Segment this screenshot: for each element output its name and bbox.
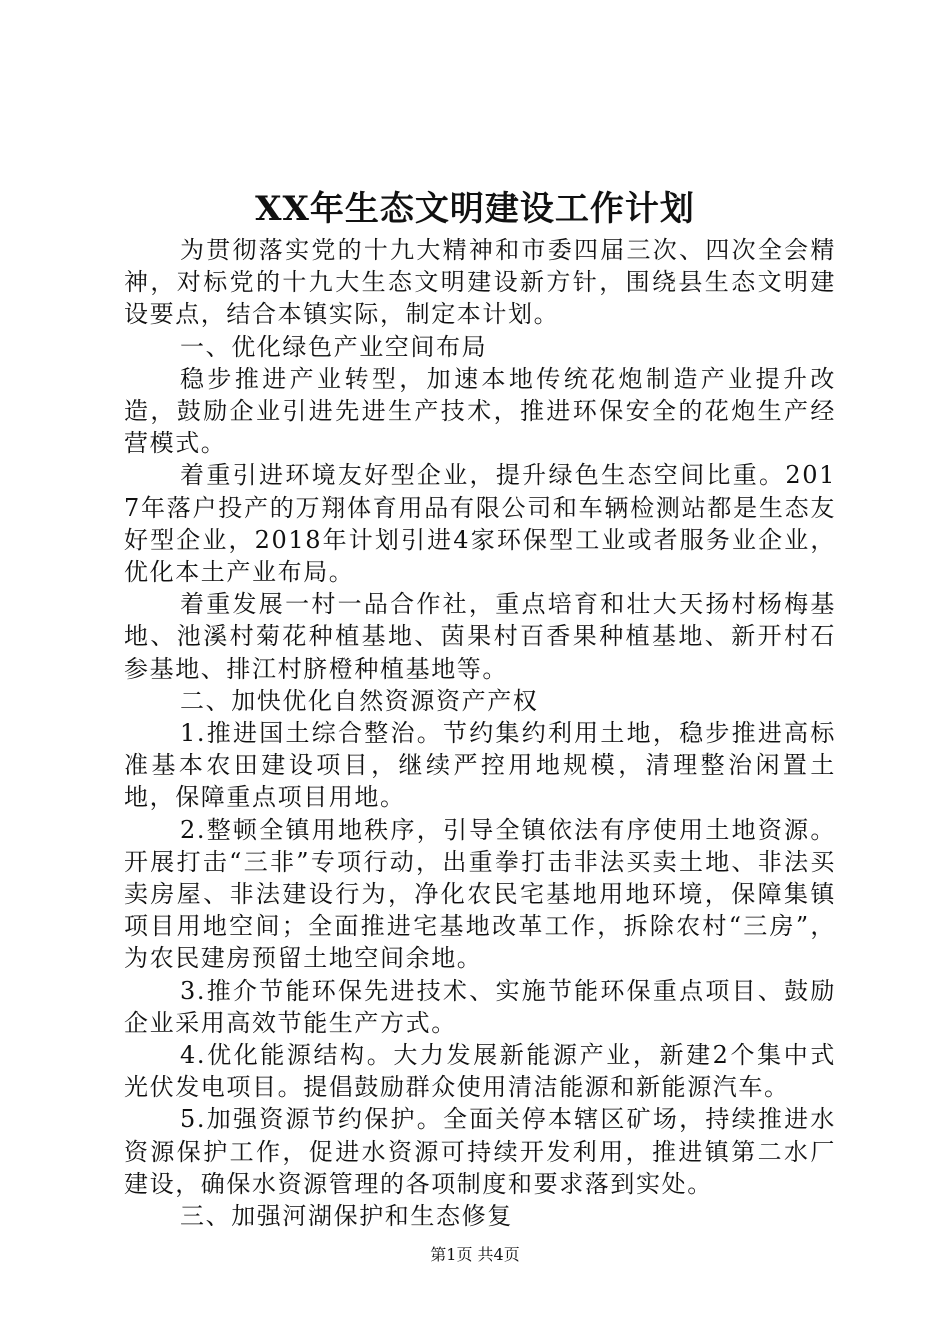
- list-item: 3.推介节能环保先进技术、实施节能环保重点项目、鼓励企业采用高效节能生产方式。: [124, 976, 836, 1037]
- section-heading-2: 二、加快优化自然资源资产产权: [180, 686, 539, 715]
- section-heading-3: 三、加强河湖保护和生态修复: [180, 1202, 513, 1231]
- document-body: [124, 234, 836, 1232]
- paragraph: 着重引进环境友好型企业，提升绿色生态空间比重。2017年落户投产的万翔体育用品有限公司和车辆检测站都是生态友好型企业，2018年计划引进4家环保型工业或者服务业企业，优化本土产业布局。: [124, 461, 836, 587]
- list-item: 2.整顿全镇用地秩序，引导全镇依法有序使用土地资源。开展打击“三非”专项行动，出重拳打击非法买卖土地、非法买卖房屋、非法建设行为，净化农民宅基地用地环境，保障集镇项目用地空间；全面推进宅基地改革工作，拆除农村“三房”，为农民建房预留土地空间余地。: [124, 815, 836, 973]
- paragraph: 着重发展一村一品合作社，重点培育和壮大天扬村杨梅基地、池溪村菊花种植基地、茵果村百香果种植基地、新开村石参基地、排江村脐橙种植基地等。: [124, 590, 836, 683]
- document-title: XX年生态文明建设工作计划: [255, 189, 695, 229]
- page-number-footer: 第1页 共4页: [430, 1245, 520, 1264]
- section-heading-1: 一、优化绿色产业空间布局: [180, 332, 488, 361]
- paragraph: 稳步推进产业转型，加速本地传统花炮制造产业提升改造，鼓励企业引进先进生产技术，推进环保安全的花炮生产经营模式。: [124, 364, 836, 458]
- list-item: 4.优化能源结构。大力发展新能源产业，新建2个集中式光伏发电项目。提倡鼓励群众使用清洁能源和新能源汽车。: [124, 1041, 836, 1102]
- list-item: 5.加强资源节约保护。全面关停本辖区矿场，持续推进水资源保护工作，促进水资源可持续开发利用，推进镇第二水厂建设，确保水资源管理的各项制度和要求落到实处。: [124, 1105, 836, 1198]
- list-item: 1.推进国土综合整治。节约集约利用土地，稳步推进高标准基本农田建设项目，继续严控用地规模，清理整治闲置土地，保障重点项目用地。: [124, 719, 836, 812]
- paragraph-intro: 为贯彻落实党的十九大精神和市委四届三次、四次全会精神，对标党的十九大生态文明建设新方针，围绕县生态文明建设要点，结合本镇实际，制定本计划。: [124, 236, 836, 329]
